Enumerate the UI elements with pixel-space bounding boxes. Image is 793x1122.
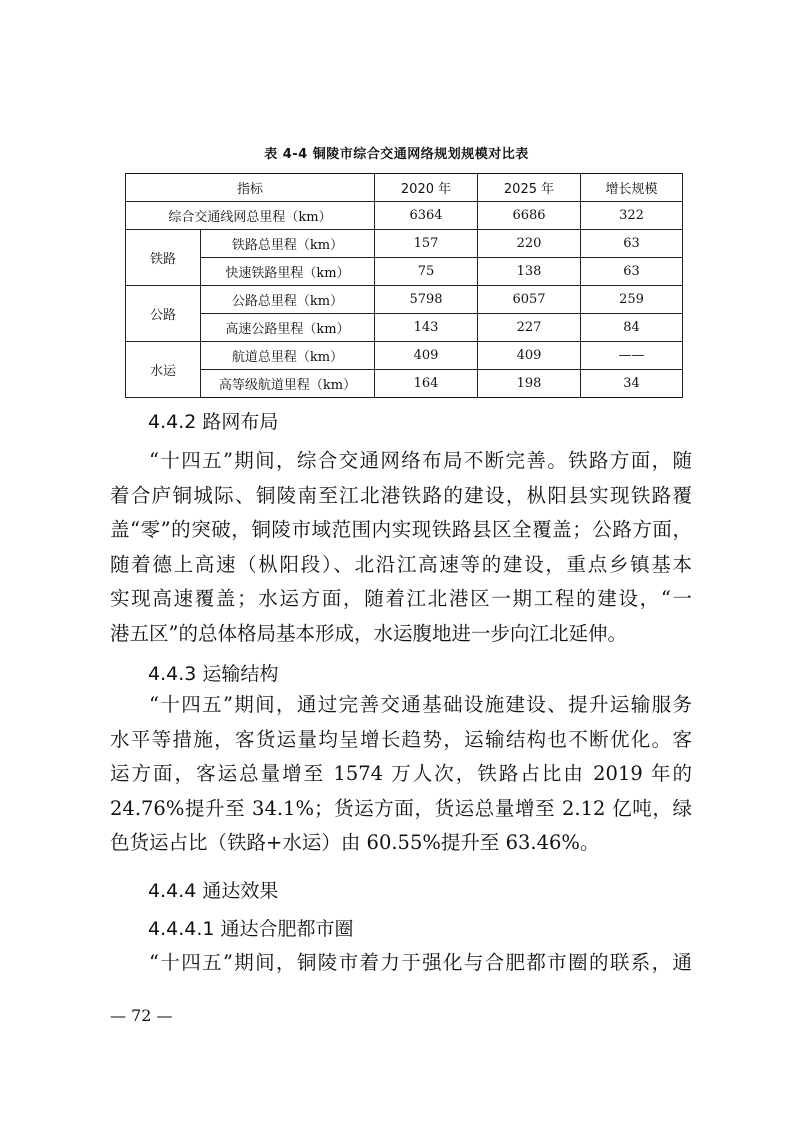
table-row: [126, 230, 683, 258]
section-heading-4-4-4-1: 4.4.4.1 通达合肥都市圈: [148, 918, 354, 940]
category-waterway: 水运: [126, 342, 201, 398]
table-row: [126, 286, 683, 314]
paragraph-line: 水平等措施，客货运量均呈增长趋势，运输结构也不断优化。客: [110, 727, 692, 751]
value-2025: 227: [478, 314, 581, 342]
row-label: 高等级航道里程（km）: [201, 370, 375, 398]
table-row: [126, 314, 683, 342]
value-2025: 409: [478, 342, 581, 370]
paragraph-road-network: [110, 444, 692, 651]
section-heading-4-4-2: 4.4.2 路网布局: [148, 411, 279, 433]
paragraph-line: 实现高速覆盖；水运方面，随着江北港区一期工程的建设，“一: [110, 587, 692, 610]
table-row: [126, 370, 683, 398]
paragraph-line: “十四五”期间，综合交通网络布局不断完善。铁路方面，随: [149, 449, 692, 472]
table-row: [126, 202, 683, 230]
row-label: 快速铁路里程（km）: [201, 258, 375, 286]
value-2020: 75: [375, 258, 478, 286]
header-growth: 增长规模: [581, 174, 683, 202]
paragraph-line: “十四五”期间，铜陵市着力于强化与合肥都市圈的联系，通: [149, 951, 692, 974]
value-growth: ——: [581, 342, 683, 370]
value-2025: 220: [478, 230, 581, 258]
value-2020: 409: [375, 342, 478, 370]
table-header-row: [126, 174, 683, 202]
paragraph-transport-structure: [110, 688, 692, 861]
row-label: 高速公路里程（km）: [201, 314, 375, 342]
comparison-table: [125, 173, 683, 398]
category-highway: 公路: [126, 286, 201, 342]
paragraph-line: 色货运占比（铁路+水运）由 60.55%提升至 63.46%。: [110, 831, 600, 854]
value-2020: 5798: [375, 286, 478, 314]
table-caption: 表 4-4 铜陵市综合交通网络规划规模对比表: [264, 147, 529, 162]
paragraph-line: “十四五”期间，通过完善交通基础设施建设、提升运输服务: [149, 693, 692, 716]
value-2020: 6364: [375, 202, 478, 230]
paragraph-line: 运方面，客运总量增至 1574 万人次，铁路占比由 2019 年的: [110, 762, 692, 785]
value-2025: 6686: [478, 202, 581, 230]
row-label: 综合交通线网总里程（km）: [126, 202, 375, 230]
value-2025: 6057: [478, 286, 581, 314]
value-growth: 84: [581, 314, 683, 342]
value-2025: 138: [478, 258, 581, 286]
category-rail: 铁路: [126, 230, 201, 286]
value-growth: 322: [581, 202, 683, 230]
value-growth: 34: [581, 370, 683, 398]
value-2020: 157: [375, 230, 478, 258]
paragraph-line: 港五区”的总体格局基本形成，水运腹地进一步向江北延伸。: [110, 621, 627, 645]
page-number: — 72 —: [110, 1006, 173, 1025]
section-heading-4-4-3: 4.4.3 运输结构: [148, 663, 279, 685]
header-2020: 2020 年: [375, 174, 478, 202]
header-2025: 2025 年: [478, 174, 581, 202]
paragraph-line: 随着德上高速（枞阳段）、北沿江高速等的建设，重点乡镇基本: [110, 552, 692, 576]
table-row: [126, 342, 683, 370]
row-label: 公路总里程（km）: [201, 286, 375, 314]
section-heading-4-4-4: 4.4.4 通达效果: [148, 880, 279, 902]
row-label: 航道总里程（km）: [201, 342, 375, 370]
paragraph-line: 24.76%提升至 34.1%；货运方面，货运总量增至 2.12 亿吨，绿: [110, 796, 692, 820]
value-growth: 63: [581, 258, 683, 286]
value-2020: 143: [375, 314, 478, 342]
value-2020: 164: [375, 370, 478, 398]
value-growth: 259: [581, 286, 683, 314]
table-row: [126, 258, 683, 286]
paragraph-hefei-metro: [110, 946, 692, 981]
value-growth: 63: [581, 230, 683, 258]
paragraph-line: 盖“零”的突破，铜陵市域范围内实现铁路县区全覆盖；公路方面，: [110, 518, 692, 541]
paragraph-line: 着合庐铜城际、铜陵南至江北港铁路的建设，枞阳县实现铁路覆: [110, 483, 692, 507]
row-label: 铁路总里程（km）: [201, 230, 375, 258]
value-2025: 198: [478, 370, 581, 398]
header-indicator: 指标: [126, 174, 375, 202]
